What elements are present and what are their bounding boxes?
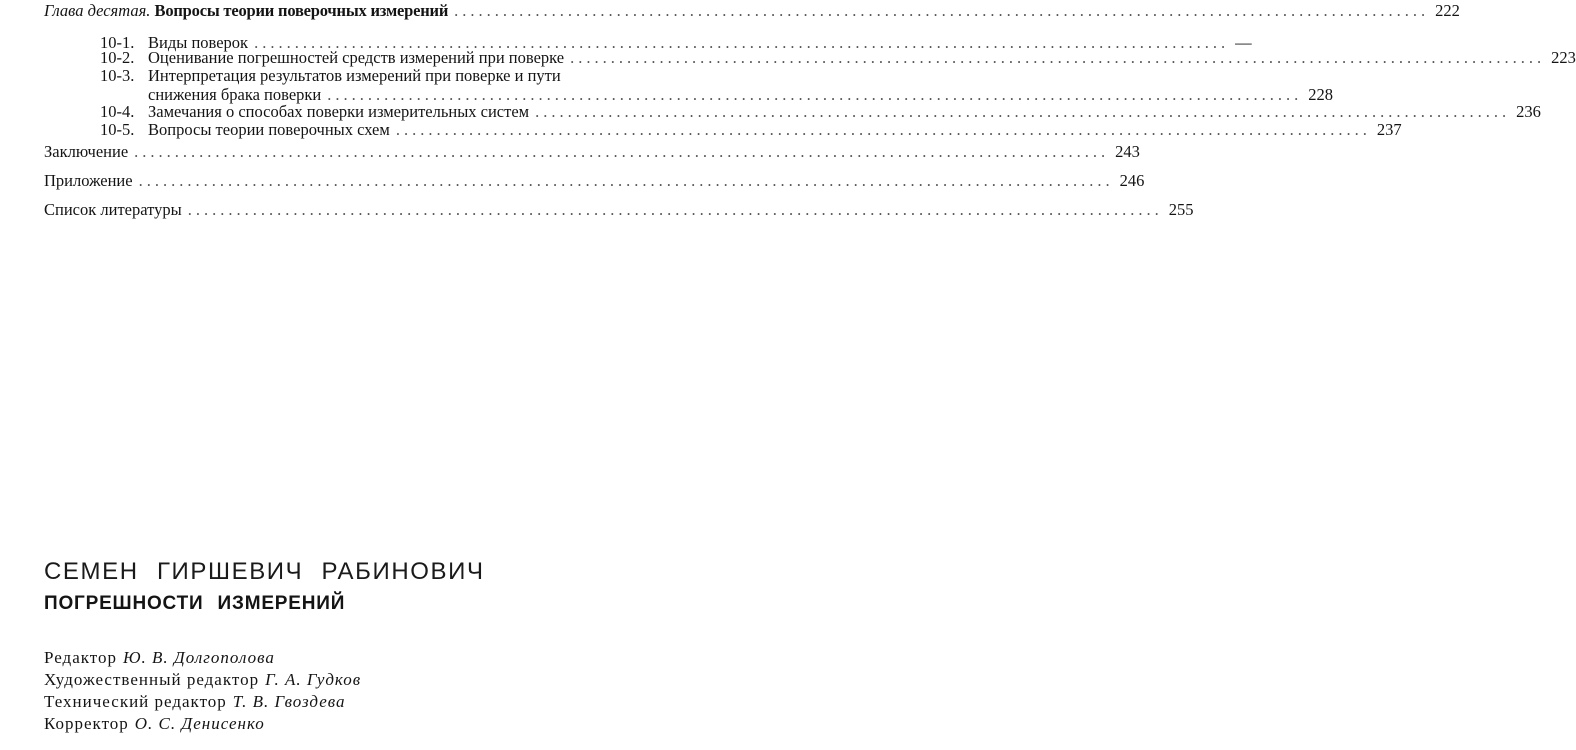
page-number: 255 (1168, 200, 1194, 219)
section-title: Замечания о способах поверки измерительных систем (148, 102, 530, 121)
page-number: 246 (1119, 171, 1145, 190)
section-title-continuation: снижения брака поверки (148, 85, 322, 104)
staff-name: О. С. Денисенко (134, 714, 265, 733)
staff-name: Г. А. Гудков (265, 670, 362, 689)
section-number: 10-5. (100, 120, 135, 139)
author-name: СЕМЕН ГИРШЕВИЧ РАБИНОВИЧ (44, 558, 485, 585)
page-number: 236 (1516, 102, 1541, 121)
page-number: 222 (1435, 1, 1460, 20)
section-title: Оценивание погрешностей средств измерений при поверке (148, 48, 565, 67)
section-title: Вопросы теории поверочных схем (148, 120, 390, 139)
leader-dots: ........................................................................................................................ (327, 85, 1303, 104)
section-number: 10-3. (100, 66, 135, 85)
staff-role: Художественный редактор (44, 670, 260, 689)
leader-dots: ........................................................................................................................ (187, 200, 1163, 219)
book-title: ПОГРЕШНОСТИ ИЗМЕРЕНИЙ (44, 593, 346, 614)
page-number: 228 (1308, 85, 1333, 104)
staff-line-proofreader (44, 713, 361, 735)
page-number: 243 (1115, 142, 1140, 161)
toc-section-10-5 (100, 120, 1402, 139)
page-number: 237 (1376, 120, 1402, 139)
staff-line-editor (44, 647, 361, 669)
chapter-title: Вопросы теории поверочных измерений (154, 1, 449, 20)
leader-dots: ........................................................................................................................ (454, 1, 1430, 20)
leader-dots: ........................................................................................................................ (254, 33, 1230, 52)
section-title: Интерпретация результатов измерений при поверке и пути (148, 66, 561, 85)
staff-line-art-editor (44, 669, 361, 691)
chapter-label: Глава десятая. (44, 1, 151, 20)
toc-section-10-4 (100, 102, 1541, 121)
page-number: — (1235, 33, 1252, 52)
section-title: Виды поверок (148, 33, 249, 52)
page-number: 223 (1551, 48, 1576, 67)
leader-dots: ........................................................................................................................ (570, 48, 1546, 67)
entry-title: Приложение (44, 171, 133, 190)
staff-name: Ю. В. Долгополова (123, 648, 275, 667)
leader-dots: ........................................................................................................................ (535, 102, 1511, 121)
staff-name: Т. В. Гвоздева (232, 692, 346, 711)
section-number: 10-1. (100, 33, 135, 52)
leader-dots: ........................................................................................................................ (134, 142, 1110, 161)
toc-section-10-2 (100, 48, 1576, 67)
toc-references (44, 200, 1194, 219)
staff-role: Технический редактор (44, 692, 227, 711)
entry-title: Заключение (44, 142, 129, 161)
section-number: 10-4. (100, 102, 135, 121)
staff-role: Корректор (44, 714, 129, 733)
toc-conclusion (44, 142, 1140, 161)
staff-role: Редактор (44, 648, 117, 667)
leader-dots: ........................................................................................................................ (395, 120, 1371, 139)
colophon-staff (44, 647, 361, 735)
staff-line-technical-editor (44, 691, 361, 713)
entry-title: Список литературы (44, 200, 182, 219)
toc-appendix (44, 171, 1145, 190)
section-number: 10-2. (100, 48, 135, 67)
leader-dots: ........................................................................................................................ (138, 171, 1114, 190)
toc-chapter-10 (44, 1, 1460, 20)
toc-section-10-3 (100, 67, 744, 85)
